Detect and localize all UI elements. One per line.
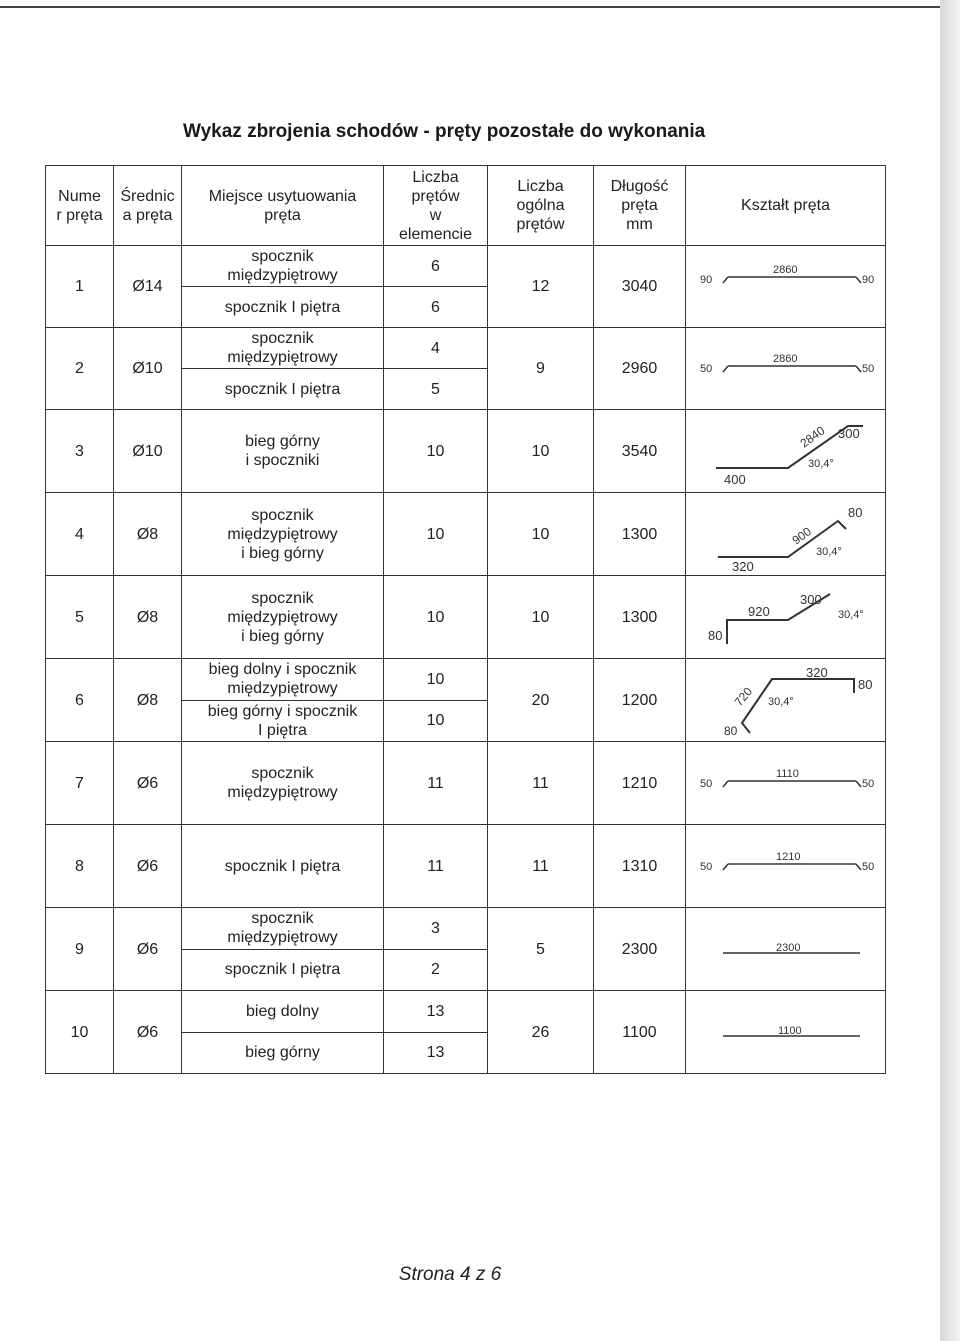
dim-left-label: 50 bbox=[700, 362, 713, 375]
bar-length: 3540 bbox=[594, 410, 686, 493]
bar-location: bieg dolny bbox=[182, 991, 384, 1033]
bar-number: 3 bbox=[46, 410, 114, 493]
table-row bbox=[46, 493, 886, 576]
dim-d-label: 80 bbox=[858, 677, 873, 692]
bar-diameter: Ø10 bbox=[114, 410, 182, 493]
bar-number: 10 bbox=[46, 991, 114, 1074]
bar-shape-diagram bbox=[688, 908, 888, 990]
bar-count: 13 bbox=[384, 991, 488, 1033]
bar-total-count: 12 bbox=[488, 246, 594, 328]
dim-left-label: 90 bbox=[700, 273, 713, 286]
bar-diameter: Ø6 bbox=[114, 742, 182, 825]
bar-location: bieg dolny i spocznik międzypiętrowy bbox=[182, 659, 384, 701]
bar-hook-right bbox=[856, 864, 861, 870]
page-number: Strona 4 z 6 bbox=[398, 1264, 502, 1285]
bar-location: spocznik międzypiętrowy bbox=[182, 742, 384, 825]
bar-number: 1 bbox=[46, 246, 114, 328]
bar-location: bieg górny i spocznik I piętra bbox=[182, 700, 384, 742]
dim-b-label: 720 bbox=[731, 684, 756, 709]
bar-diameter: Ø10 bbox=[114, 328, 182, 410]
bar-number: 8 bbox=[46, 825, 114, 908]
bar-number: 4 bbox=[46, 493, 114, 576]
bar-diameter: Ø6 bbox=[114, 991, 182, 1074]
bar-count: 5 bbox=[384, 369, 488, 410]
angle-label: 30,4° bbox=[808, 458, 834, 470]
dim-b-label: 900 bbox=[789, 524, 814, 548]
bar-diameter: Ø6 bbox=[114, 908, 182, 991]
table-row bbox=[46, 659, 886, 701]
table-row bbox=[46, 991, 886, 1033]
header-shape: Kształt pręta bbox=[686, 166, 886, 246]
bar-length: 1200 bbox=[594, 659, 686, 742]
bar-total-count: 5 bbox=[488, 908, 594, 991]
table-row bbox=[46, 246, 886, 287]
angle-label: 30,4° bbox=[816, 546, 842, 558]
bar-hook-right bbox=[856, 366, 861, 372]
header-bar-number: Nume r pręta bbox=[46, 166, 114, 246]
dim-a-label: 80 bbox=[724, 724, 738, 738]
bar-location: spocznik I piętra bbox=[182, 949, 384, 991]
table-row bbox=[46, 328, 886, 369]
bar-length: 1300 bbox=[594, 493, 686, 576]
bar-count: 10 bbox=[384, 410, 488, 493]
dim-c-label: 300 bbox=[800, 592, 822, 607]
bar-count: 4 bbox=[384, 328, 488, 369]
table-row bbox=[46, 908, 886, 950]
bar-length: 1310 bbox=[594, 825, 686, 908]
dim-c-label: 300 bbox=[838, 426, 860, 441]
table-row bbox=[46, 825, 886, 908]
bar-total-count: 11 bbox=[488, 742, 594, 825]
bar-shape-diagram bbox=[688, 493, 888, 575]
header-length: Długość pręta mm bbox=[594, 166, 686, 246]
bar-length: 1300 bbox=[594, 576, 686, 659]
bar-location: spocznik I piętra bbox=[182, 369, 384, 410]
bar-count: 10 bbox=[384, 700, 488, 742]
bar-shape-cell bbox=[686, 908, 886, 991]
bar-length: 1100 bbox=[594, 991, 686, 1074]
angle-label: 30,4° bbox=[768, 696, 794, 708]
bar-hook-right bbox=[856, 277, 861, 283]
header-row bbox=[46, 166, 886, 246]
bar-total-count: 10 bbox=[488, 410, 594, 493]
dim-mid-label: 2860 bbox=[773, 263, 798, 276]
bar-diameter: Ø8 bbox=[114, 493, 182, 576]
bar-shape-diagram bbox=[688, 659, 888, 741]
bar-shape-cell bbox=[686, 246, 886, 328]
bar-hook-left bbox=[723, 864, 728, 870]
bar-number: 2 bbox=[46, 328, 114, 410]
bar-length: 1210 bbox=[594, 742, 686, 825]
bar-hook-left bbox=[723, 366, 728, 372]
bar-total-count: 20 bbox=[488, 659, 594, 742]
bar-length: 2960 bbox=[594, 328, 686, 410]
bar-location: spocznik międzypiętrowy bbox=[182, 328, 384, 369]
bar-count: 13 bbox=[384, 1032, 488, 1074]
dim-mid-label: 1110 bbox=[776, 768, 799, 780]
dim-right-label: 50 bbox=[862, 778, 875, 790]
rebar-schedule-table bbox=[45, 165, 886, 1074]
header-total-count: Liczba ogólna prętów bbox=[488, 166, 594, 246]
bar-location: bieg górny bbox=[182, 1032, 384, 1074]
scan-page-edge bbox=[940, 0, 960, 1341]
header-location: Miejsce usytuowania pręta bbox=[182, 166, 384, 246]
bar-hook-left bbox=[723, 781, 728, 787]
dim-mid-label: 1210 bbox=[776, 851, 801, 863]
bar-shape-cell bbox=[686, 991, 886, 1074]
bar-shape-cell bbox=[686, 659, 886, 742]
bar-count: 3 bbox=[384, 908, 488, 950]
dim-mid-label: 1100 bbox=[778, 1025, 802, 1037]
header-diameter: Średnic a pręta bbox=[114, 166, 182, 246]
scan-top-rule bbox=[0, 6, 940, 8]
bar-diameter: Ø6 bbox=[114, 825, 182, 908]
dim-mid-label: 2860 bbox=[773, 352, 798, 365]
dim-mid-label: 2300 bbox=[776, 942, 801, 954]
bar-shape-diagram bbox=[688, 247, 888, 327]
bar-count: 10 bbox=[384, 659, 488, 701]
bar-diameter: Ø14 bbox=[114, 246, 182, 328]
bar-count: 10 bbox=[384, 576, 488, 659]
dim-a-label: 320 bbox=[732, 559, 754, 574]
dim-c-label: 320 bbox=[806, 665, 828, 680]
bar-location: bieg górny i spoczniki bbox=[182, 410, 384, 493]
bar-diameter: Ø8 bbox=[114, 576, 182, 659]
table-row bbox=[46, 576, 886, 659]
bar-location: spocznik międzypiętrowy i bieg górny bbox=[182, 493, 384, 576]
bar-total-count: 11 bbox=[488, 825, 594, 908]
bar-total-count: 9 bbox=[488, 328, 594, 410]
bar-length: 2300 bbox=[594, 908, 686, 991]
bar-count: 10 bbox=[384, 493, 488, 576]
bar-shape-cell bbox=[686, 742, 886, 825]
bar-bent-line bbox=[742, 679, 854, 733]
bar-hook-left bbox=[723, 277, 728, 283]
bar-count: 6 bbox=[384, 246, 488, 287]
table-row bbox=[46, 742, 886, 825]
bar-shape-cell bbox=[686, 576, 886, 659]
bar-shape-cell bbox=[686, 328, 886, 410]
bar-length: 3040 bbox=[594, 246, 686, 328]
bar-location: spocznik międzypiętrowy bbox=[182, 908, 384, 950]
bar-hook-right bbox=[856, 781, 861, 787]
bar-number: 6 bbox=[46, 659, 114, 742]
dim-c-label: 80 bbox=[848, 505, 863, 520]
bar-shape-diagram bbox=[688, 742, 888, 824]
dim-left-label: 50 bbox=[700, 778, 713, 790]
bar-total-count: 10 bbox=[488, 576, 594, 659]
dim-a-label: 400 bbox=[724, 472, 746, 487]
bar-shape-diagram bbox=[688, 991, 888, 1073]
bar-total-count: 26 bbox=[488, 991, 594, 1074]
document-title: Wykaz zbrojenia schodów - pręty pozostałe do wykonania bbox=[183, 121, 706, 142]
bar-shape-diagram bbox=[688, 329, 888, 409]
bar-count: 11 bbox=[384, 742, 488, 825]
bar-shape-diagram bbox=[688, 410, 888, 492]
bar-total-count: 10 bbox=[488, 493, 594, 576]
bar-number: 7 bbox=[46, 742, 114, 825]
bar-number: 5 bbox=[46, 576, 114, 659]
bar-diameter: Ø8 bbox=[114, 659, 182, 742]
dim-right-label: 50 bbox=[862, 362, 875, 375]
table-row bbox=[46, 410, 886, 493]
bar-count: 6 bbox=[384, 287, 488, 328]
bar-shape-diagram bbox=[688, 825, 888, 907]
dim-left-label: 50 bbox=[700, 861, 713, 873]
bar-number: 9 bbox=[46, 908, 114, 991]
bar-location: spocznik międzypiętrowy bbox=[182, 246, 384, 287]
bar-shape-cell bbox=[686, 825, 886, 908]
dim-b-label: 920 bbox=[748, 604, 770, 619]
bar-shape-cell bbox=[686, 493, 886, 576]
angle-label: 30,4° bbox=[838, 609, 864, 621]
header-count-per-element: Liczba prętów w elemencie bbox=[384, 166, 488, 246]
bar-shape-cell bbox=[686, 410, 886, 493]
bar-shape-diagram bbox=[688, 576, 888, 658]
bar-location: spocznik I piętra bbox=[182, 287, 384, 328]
dim-a-label: 80 bbox=[708, 628, 723, 643]
bar-location: spocznik międzypiętrowy i bieg górny bbox=[182, 576, 384, 659]
bar-count: 2 bbox=[384, 949, 488, 991]
dim-right-label: 90 bbox=[862, 273, 875, 286]
dim-b-label: 2840 bbox=[797, 423, 828, 451]
bar-count: 11 bbox=[384, 825, 488, 908]
dim-right-label: 50 bbox=[862, 861, 875, 873]
bar-location: spocznik I piętra bbox=[182, 825, 384, 908]
